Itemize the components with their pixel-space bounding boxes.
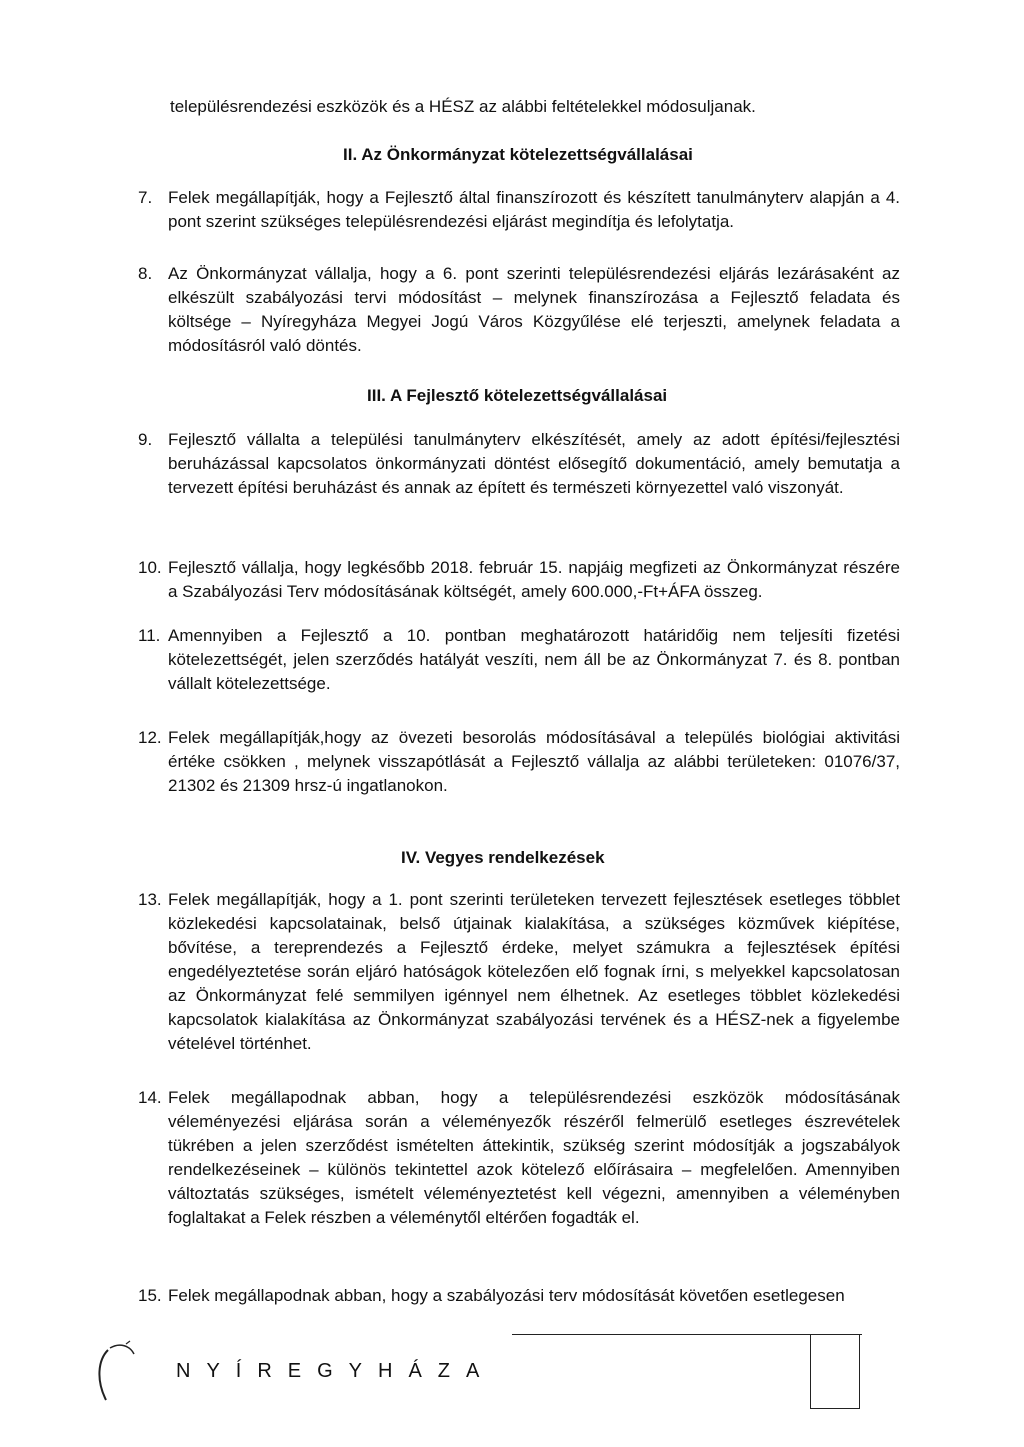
- paragraph-text: Felek megállapodnak abban, hogy a településrendezési eszközök módosításának véleményezési eljárása során a véleményezők részéről felmerülő esetleges észrevételek tükrében a jelen szerződést ismételten áttekintik, szükség szerint módosítják a jogszabályok rendelkezéseinek – különös tekintettel azok kötelező előírásaira – megfelelően. Amennyiben változtatás szükséges, ismételt véleményeztetést kell végezni, amennyiben a véleményben foglaltakat a Felek részben a véleménytől eltérően fogadták el.: [168, 1088, 900, 1227]
- paragraph-text: Felek megállapítják,hogy az övezeti besorolás módosításával a település biológiai aktivitási értéke csökken , melynek visszapótlását a Fejlesztő vállalja az alábbi területeken: 01076/37, 21302 és 21309 hrsz-ú ingatlanokon.: [168, 728, 900, 795]
- paragraph-9: [138, 428, 900, 500]
- intro-line: településrendezési eszközök és a HÉSZ az alábbi feltételekkel módosuljanak.: [170, 97, 756, 116]
- paragraph-number: 15.: [138, 1286, 162, 1305]
- paragraph-number: 14.: [138, 1088, 162, 1107]
- section-heading-2: II. Az Önkormányzat kötelezettségvállalásai: [343, 145, 693, 164]
- paragraph-text: Amennyiben a Fejlesztő a 10. pontban meghatározott határidőig nem teljesíti fizetési kötelezettségét, jelen szerződés hatályát veszíti, nem áll be az Önkormányzat 7. és 8. pontban vállalt kötelezettsége.: [168, 626, 900, 693]
- paragraph-number: 7.: [138, 188, 153, 207]
- section-heading-3: III. A Fejlesztő kötelezettségvállalásai: [367, 386, 668, 405]
- paragraph-11: [138, 624, 900, 696]
- footer-box: [810, 1335, 860, 1409]
- paragraph-number: 13.: [138, 890, 162, 909]
- paragraph-number: 9.: [138, 430, 153, 449]
- paragraph-text: Fejlesztő vállalta a települési tanulmányterv elkészítését, amely az adott építési/fejlesztési beruházással kapcsolatos önkormányzati döntést elősegítő dokumentáció, amely bemutatja a tervezett építési beruházást és annak az épített és természeti környezettel való viszonyát.: [168, 430, 900, 497]
- paragraph-number: 10.: [138, 558, 162, 577]
- section-heading-4: IV. Vegyes rendelkezések: [401, 848, 605, 867]
- paragraph-text: Az Önkormányzat vállalja, hogy a 6. pont szerinti településrendezési eljárás lezárásaként az elkészült szabályozási tervi módosítást – melynek finanszírozása a Fejlesztő feladata és költsége – Nyíregyháza Megyei Jogú Város Közgyűlése elé terjeszti, amelynek feladata a módosításról való döntés.: [168, 264, 900, 355]
- nyiregyhaza-logo-icon: [90, 1338, 150, 1408]
- paragraph-text: Felek megállapítják, hogy a 1. pont szerinti területeken tervezett fejlesztések esetleges többlet közlekedési kapcsolatainak, belső útjainak kialakítása, a szükséges közművek kiépítése, bővítése, a tereprendezés a Fejlesztő érdeke, melyet számukra a fejlesztések építési engedélyeztetése során eljáró hatóságok kötelezően elő fognak írni, s melyekkel kapcsolatosan az Önkormányzat felé semmilyen igénnyel nem élhetnek. Az esetleges többlet közlekedési kapcsolatok kialakítása az Önkormányzat szabályozási tervének és a HÉSZ-nek a figyelembe vételével történhet.: [168, 890, 900, 1053]
- paragraph-text: Fejlesztő vállalja, hogy legkésőbb 2018. február 15. napjáig megfizeti az Önkormányzat részére a Szabályozási Terv módosításának költségét, amely 600.000,-Ft+ÁFA összeg.: [168, 558, 900, 601]
- paragraph-14: [138, 1086, 900, 1230]
- paragraph-10: [138, 556, 900, 604]
- paragraph-12: [138, 726, 900, 798]
- footer-city-name: NYÍREGYHÁZA: [176, 1360, 496, 1382]
- paragraph-8: [138, 262, 900, 358]
- paragraph-number: 12.: [138, 728, 162, 747]
- paragraph-text: Felek megállapodnak abban, hogy a szabályozási terv módosítását követően esetlegesen: [168, 1286, 845, 1305]
- paragraph-13: [138, 888, 900, 1056]
- paragraph-15: [138, 1284, 900, 1308]
- paragraph-text: Felek megállapítják, hogy a Fejlesztő által finanszírozott és készített tanulmányterv alapján a 4. pont szerint szükséges településrendezési eljárást megindítja és lefolytatja.: [168, 188, 900, 231]
- paragraph-number: 11.: [138, 626, 161, 645]
- paragraph-number: 8.: [138, 264, 153, 283]
- paragraph-7: [138, 186, 900, 234]
